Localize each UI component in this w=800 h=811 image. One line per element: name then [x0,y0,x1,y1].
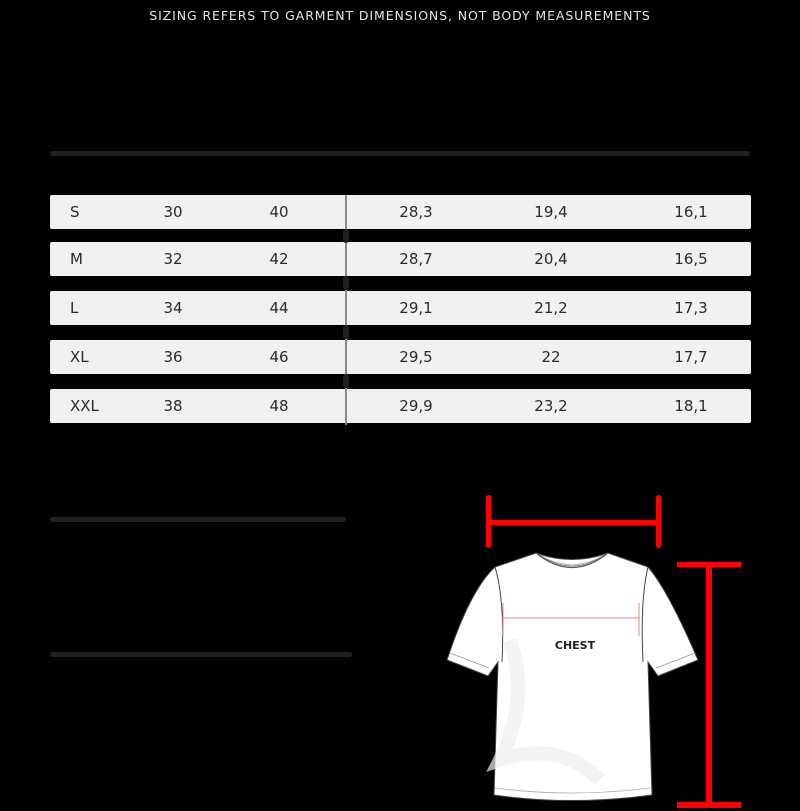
cell-value: 20,4 [534,250,568,268]
cell-value: 30 [163,203,183,221]
cell-value: 38 [163,397,183,415]
cell-value: 19,4 [534,203,568,221]
cell-value: 32 [163,250,183,268]
cell-value: 36 [163,348,183,366]
cell-value: 40 [269,203,289,221]
cell-value: 18,1 [674,397,708,415]
cell-value: 46 [269,348,289,366]
size-label: XL [70,348,89,366]
cell-value: 34 [163,299,183,317]
length-measure-icon [677,562,741,808]
chest-label: CHEST [554,639,596,652]
cell-value: 16,5 [674,250,708,268]
cell-value: 23,2 [534,397,568,415]
cell-value: 17,7 [674,348,708,366]
cell-value: 21,2 [534,299,568,317]
cell-value: 29,1 [399,299,433,317]
size-label: L [70,299,79,317]
size-label: M [70,250,83,268]
cell-value: 28,7 [399,250,433,268]
size-label: S [70,203,80,221]
cell-value: 22 [541,348,561,366]
size-label: XXL [70,397,99,415]
cell-value: 42 [269,250,289,268]
cell-value: 16,1 [674,203,708,221]
width-measure-icon [486,495,661,548]
sizing-disclaimer: SIZING REFERS TO GARMENT DIMENSIONS, NOT BODY MEASUREMENTS [149,8,651,23]
cell-value: 29,9 [399,397,433,415]
cell-value: 44 [269,299,289,317]
cell-value: 28,3 [399,203,433,221]
tshirt-icon [447,553,698,801]
cell-value: 17,3 [674,299,708,317]
cell-value: 29,5 [399,348,433,366]
cell-value: 48 [269,397,289,415]
